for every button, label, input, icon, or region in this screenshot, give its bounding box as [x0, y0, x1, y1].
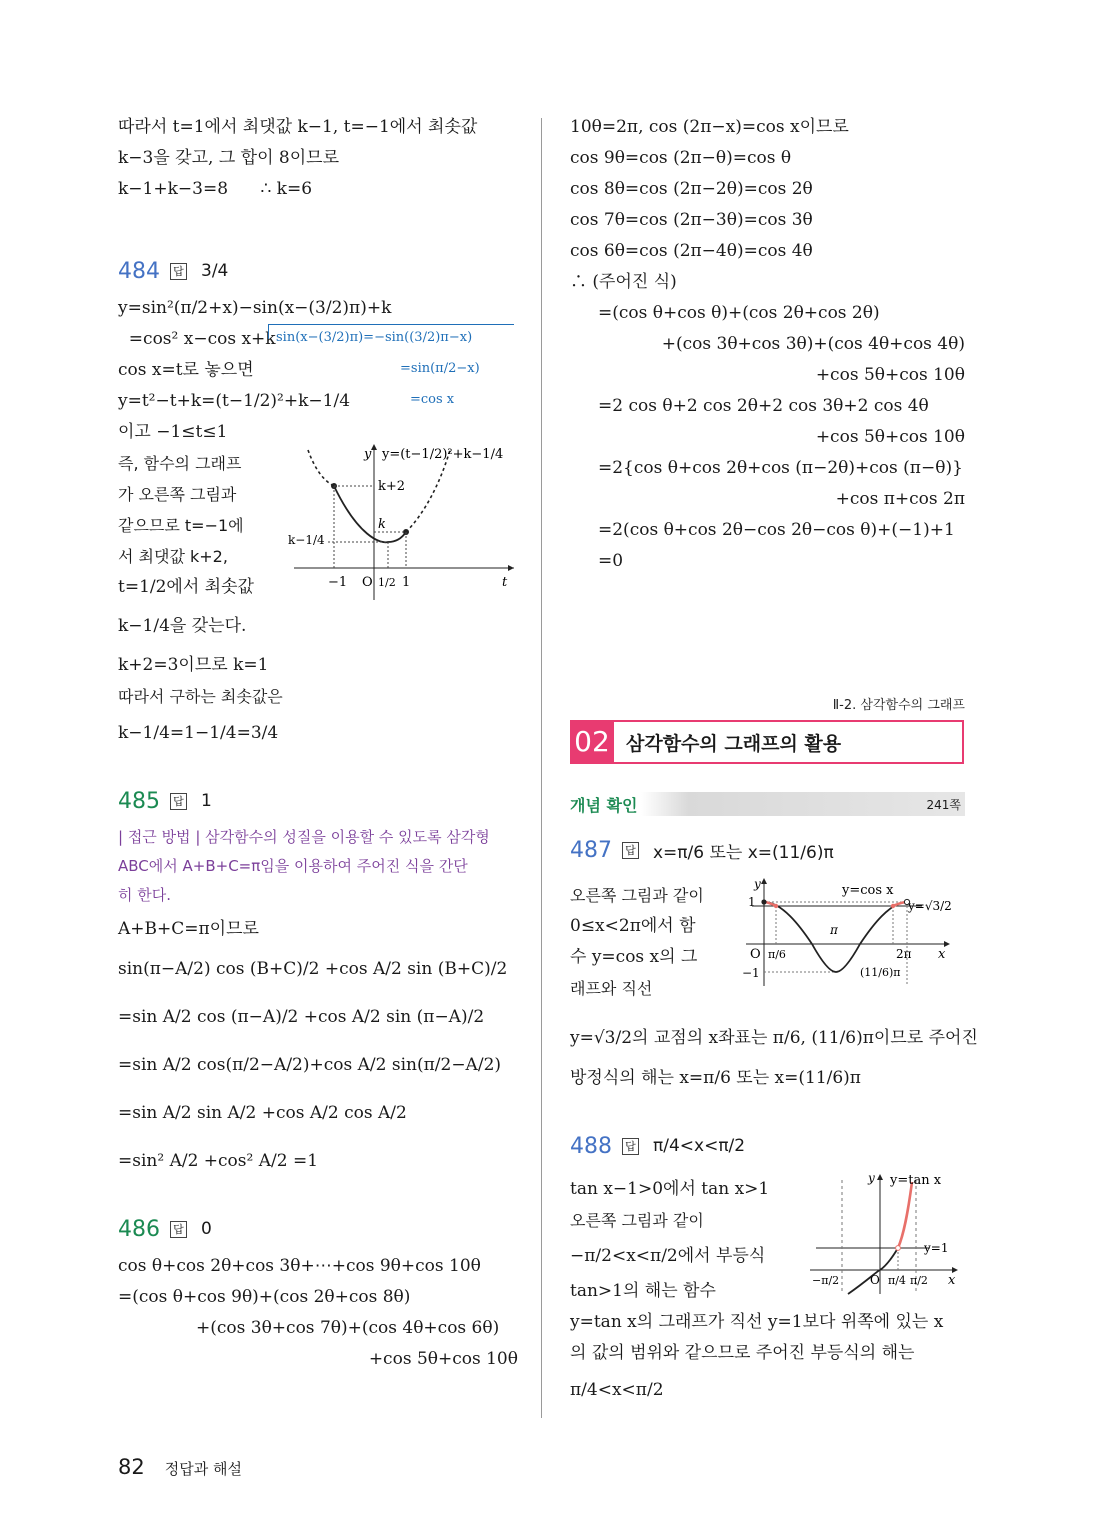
solution-line: cos 8θ=cos (2π−2θ)=cos 2θ [570, 179, 813, 199]
t-axis-arrow-icon [508, 565, 514, 571]
graph-label-twopi: 2π [896, 947, 912, 961]
graph-label-negpi2: −π/2 [812, 1274, 840, 1287]
answer-icon: 답 [170, 263, 187, 280]
solution-line: =2{cos θ+cos 2θ+cos (π−2θ)+cos (π−θ)} [598, 458, 963, 478]
solution-line: +cos 5θ+cos 10θ [815, 427, 965, 447]
graph-label-pi2: π/2 [910, 1274, 928, 1287]
solution-line: 10θ=2π, cos (2π−x)=cos x이므로 [570, 117, 849, 137]
graph-label-one: 1 [402, 575, 411, 590]
solution-line: =(cos θ+cos θ)+(cos 2θ+cos 2θ) [598, 303, 880, 323]
highlight-segment [898, 1182, 912, 1248]
problem-header [118, 779, 518, 823]
side-note: =cos x [410, 392, 455, 407]
solution-line: +cos 5θ+cos 10θ [815, 365, 965, 385]
graph-label-elevenpi6: (11/6)π [860, 966, 901, 979]
graph-label-o: O [362, 575, 373, 590]
solution-row [118, 355, 518, 386]
section-title: 삼각함수의 그래프의 활용 [626, 732, 842, 755]
solution-line: tan x−1>0에서 tan x>1 [570, 1179, 770, 1199]
graph-label-eq: y=(t−1/2)²+k−1/4 [382, 447, 504, 462]
solution-line: k+2=3이므로 k=1 [118, 655, 269, 675]
text-line: 따라서 t=1에서 최댓값 k−1, t=−1에서 최솟값 [118, 117, 478, 137]
page-footer [118, 1455, 242, 1479]
intro-text [118, 112, 518, 205]
concept-page: 241쪽 [926, 797, 961, 812]
section-number: 02 [570, 722, 614, 762]
problem-number: 487 [570, 837, 612, 863]
solution-line: +cos 5θ+cos 10θ [368, 1349, 518, 1369]
problem-header [118, 1207, 518, 1251]
solution-line: +(cos 3θ+cos 3θ)+(cos 4θ+cos 4θ) [661, 334, 965, 354]
graph-label-o: O [750, 947, 761, 962]
solution-line: cos 6θ=cos (2π−4θ)=cos 4θ [570, 241, 813, 261]
solution-line: 수 y=cos x의 그 [570, 947, 698, 967]
solution-line: cos x=t로 놓으면 [118, 360, 254, 380]
solution-row [118, 324, 518, 355]
text-line: k−3을 갖고, 그 합이 8이므로 [118, 148, 339, 168]
start-point [761, 899, 766, 904]
graph-label-k: k [378, 517, 386, 532]
solution-line: k−1/4=1−1/4=3/4 [118, 723, 279, 743]
solution-line: tan>1의 해는 함수 [570, 1281, 716, 1301]
graph-label-y: y [868, 1171, 875, 1185]
parabola-dashed-left [308, 450, 334, 486]
solution-line: −π/2<x<π/2에서 부등식 [570, 1246, 766, 1266]
problem-484 [118, 249, 518, 749]
graph-label-line: y=1 [924, 1241, 949, 1255]
p486-continued [570, 112, 965, 577]
solution-line: cos 9θ=cos (2π−θ)=cos θ [570, 148, 792, 168]
solution-line: =0 [598, 551, 624, 571]
graph-block [570, 877, 965, 1004]
concept-bar [570, 792, 965, 816]
solution-line: k−1/4을 갖는다. [118, 616, 247, 636]
solution-line: =sin² A/2 +cos² A/2 =1 [118, 1151, 319, 1171]
problem-488 [570, 1124, 965, 1406]
column-divider [541, 118, 542, 1418]
footer-title: 정답과 해설 [164, 1460, 242, 1478]
solution-line: 같으므로 t=−1에 [118, 516, 244, 535]
parabola-dashed-right [406, 450, 450, 532]
problem-number: 488 [570, 1133, 612, 1159]
graph-label-t: t [502, 575, 508, 590]
problem-485 [118, 779, 518, 1185]
solution-line: 즉, 함수의 그래프 [118, 454, 242, 473]
solution-line: y=sin²(π/2+x)−sin(x−(3/2)π)+k [118, 298, 392, 318]
parabola-graph [284, 440, 518, 610]
graph-block [118, 448, 518, 603]
graph-label-y: y [754, 877, 761, 891]
graph-label-one: 1 [748, 895, 756, 909]
solution-line: y=tan x의 그래프가 직선 y=1보다 위쪽에 있는 x [570, 1312, 944, 1332]
solution-line: =2 cos θ+2 cos 2θ+2 cos 3θ+2 cos 4θ [598, 396, 929, 416]
answer-icon: 답 [170, 793, 187, 810]
solution-line: +(cos 3θ+cos 7θ)+(cos 4θ+cos 6θ) [196, 1318, 500, 1338]
solution-line: 오른쪽 그림과 같이 [570, 1211, 704, 1230]
graph-label-half: 1/2 [378, 576, 396, 589]
solution-line: cos θ+cos 2θ+cos 3θ+⋯+cos 9θ+cos 10θ [118, 1256, 481, 1276]
approach-line: 히 한다. [118, 886, 172, 904]
y-axis-arrow-icon [877, 1174, 883, 1180]
parabola-solid [334, 486, 406, 542]
answer-icon: 답 [170, 1221, 187, 1238]
solution-line: 의 값의 범위와 같으므로 주어진 부등식의 해는 [570, 1343, 915, 1363]
left-column [118, 112, 518, 1375]
solution-line: =2(cos θ+cos 2θ−cos 2θ−cos θ)+(−1)+1 [598, 520, 955, 540]
solution-line: =sin A/2 sin A/2 +cos A/2 cos A/2 [118, 1103, 407, 1123]
solution-line: =sin A/2 cos(π/2−A/2)+cos A/2 sin(π/2−A/2) [118, 1055, 502, 1075]
intersection-point [891, 904, 895, 908]
concept-label: 개념 확인 [570, 795, 638, 815]
tangent-curve [848, 1248, 898, 1294]
y-axis-arrow-icon [761, 878, 767, 884]
solution-line: 방정식의 해는 x=π/6 또는 x=(11/6)π [570, 1068, 861, 1088]
answer-icon: 답 [622, 842, 639, 859]
graph-label-kq: k−1/4 [288, 533, 325, 547]
graph-label-eq: y=cos x [842, 883, 894, 898]
solution-line: 가 오른쪽 그림과 [118, 485, 237, 504]
approach-line: ABC에서 A+B+C=π임을 이용하여 주어진 식을 간단 [118, 857, 468, 875]
problem-answer: 0 [201, 1219, 212, 1239]
answer-icon: 답 [622, 1138, 639, 1155]
solution-line: 래프와 직선 [570, 979, 653, 998]
problem-answer: π/4<x<π/2 [653, 1136, 746, 1156]
solution-line: π/4<x<π/2 [570, 1380, 664, 1400]
solution-line: sin(π−A/2) cos (B+C)/2 +cos A/2 sin (B+C)/2 [118, 959, 508, 979]
graph-label-y: y [364, 447, 372, 462]
section-header [570, 720, 964, 764]
graph-label-x: x [938, 947, 946, 962]
solution-line: 서 최댓값 k+2, [118, 547, 228, 566]
solution-line: t=1/2에서 최솟값 [118, 577, 254, 597]
solution-line: =sin A/2 cos (π−A)/2 +cos A/2 sin (π−A)/2 [118, 1007, 485, 1027]
solution-line: ∴ (주어진 식) [570, 272, 677, 292]
solution-line: =cos² x−cos x+k [118, 329, 276, 349]
problem-header [570, 828, 965, 872]
solution-line: A+B+C=π이므로 [118, 919, 259, 939]
problem-number: 484 [118, 258, 160, 284]
problem-header [570, 1124, 965, 1168]
problem-answer: 3/4 [201, 261, 229, 281]
problem-header [118, 249, 518, 293]
solution-line: y=t²−t+k=(t−1/2)²+k−1/4 [118, 391, 351, 411]
section-tag: Ⅱ-2. 삼각함수의 그래프 [832, 698, 965, 713]
graph-label-neg1: −1 [742, 966, 760, 980]
solution-line: 이고 −1≤t≤1 [118, 422, 228, 442]
problem-number: 485 [118, 788, 160, 814]
graph-label-x: x [948, 1273, 956, 1288]
problem-487 [570, 828, 978, 1098]
right-column [570, 112, 978, 1400]
solution-line: 오른쪽 그림과 같이 [570, 886, 704, 905]
graph-label-o: O [870, 1273, 880, 1287]
graph-label-k2: k+2 [378, 479, 406, 494]
side-note: sin(x−(3/2)π)=−sin((3/2)π−x) [276, 330, 473, 345]
boundary-point [896, 1246, 901, 1251]
page-number: 82 [118, 1455, 145, 1479]
solution-row [118, 386, 518, 417]
approach-line: | 접근 방법 | 삼각함수의 성질을 이용할 수 있도록 삼각형 [118, 828, 490, 846]
problem-number: 486 [118, 1216, 160, 1242]
tangent-graph [806, 1168, 964, 1298]
graph-label-pi6: π/6 [768, 948, 786, 961]
graph-label-neg1: −1 [328, 575, 348, 590]
graph-label-eq: y=tan x [890, 1173, 942, 1188]
problem-answer: x=π/6 또는 x=(11/6)π [653, 842, 834, 863]
graph-block [570, 1171, 965, 1307]
intersection-point [774, 904, 778, 908]
graph-label-pi4: π/4 [888, 1274, 906, 1287]
problem-answer: 1 [201, 791, 212, 811]
solution-line: 0≤x<2π에서 함 [570, 916, 696, 936]
solution-line: +cos π+cos 2π [835, 489, 965, 509]
problem-486 [118, 1207, 518, 1375]
solution-line: cos 7θ=cos (2π−3θ)=cos 3θ [570, 210, 813, 230]
graph-label-pi: π [830, 923, 838, 937]
cosine-curve [764, 902, 907, 972]
y-axis-arrow-icon [371, 444, 377, 450]
cosine-graph [742, 876, 964, 996]
solution-line: 따라서 구하는 최솟값은 [118, 687, 283, 706]
side-note: =sin(π/2−x) [400, 361, 480, 376]
solution-line: y=√3/2의 교점의 x좌표는 π/6, (11/6)π이므로 주어진 [570, 1028, 978, 1048]
solution-line: =(cos θ+cos 9θ)+(cos 2θ+cos 8θ) [118, 1287, 411, 1307]
text-line: k−1+k−3=8 ∴ k=6 [118, 179, 313, 199]
graph-label-line: y=√3/2 [908, 899, 952, 913]
